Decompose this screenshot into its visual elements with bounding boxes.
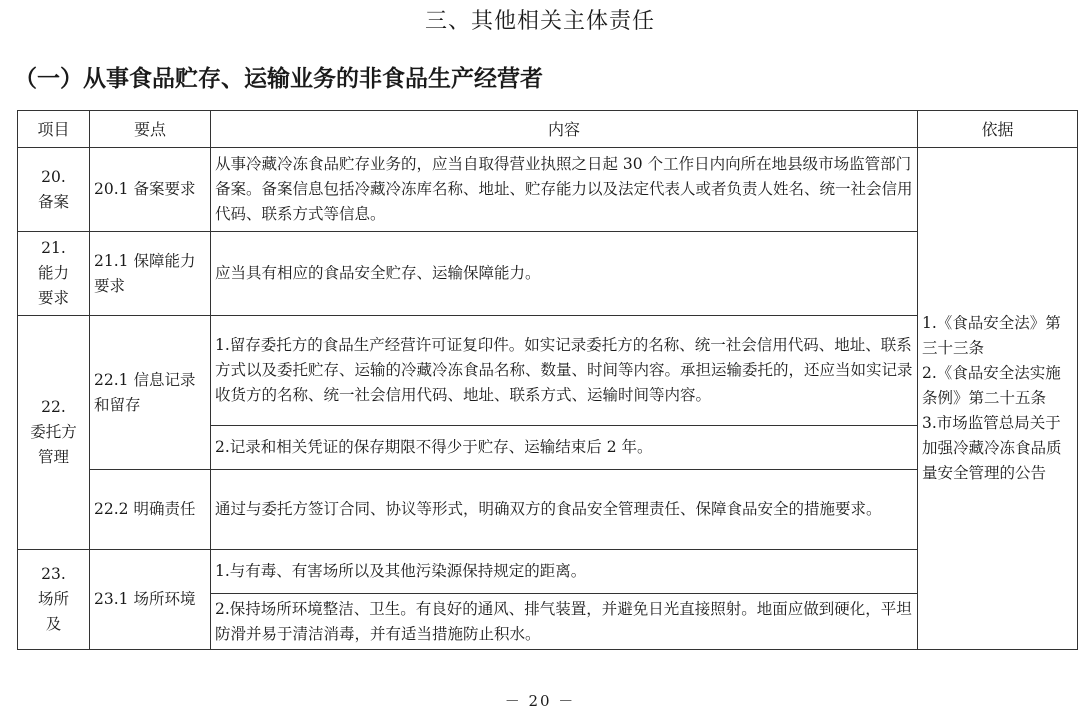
point-20-1: 20.1 备案要求 — [90, 148, 211, 232]
header-point: 要点 — [90, 111, 211, 148]
header-content: 内容 — [211, 111, 918, 148]
point-21-1: 21.1 保障能力要求 — [90, 232, 211, 316]
content-21-1: 应当具有相应的食品安全贮存、运输保障能力。 — [211, 232, 918, 316]
item-21: 21. 能力 要求 — [18, 232, 90, 316]
item-20: 20. 备案 — [18, 148, 90, 232]
content-22-2: 通过与委托方签订合同、协议等形式，明确双方的食品安全管理责任、保障食品安全的措施要求。 — [211, 470, 918, 550]
content-22-1b: 2.记录和相关凭证的保存期限不得少于贮存、运输结束后 2 年。 — [211, 426, 918, 470]
basis-line-1: 1.《食品安全法》第三十三条 — [922, 314, 1061, 357]
content-20-1: 从事冷藏冷冻食品贮存业务的，应当自取得营业执照之日起 30 个工作日内向所在地县级市场监管部门备案。备案信息包括冷藏冷冻库名称、地址、贮存能力以及法定代表人或者负责人姓名、统一社会信用代码、联系方式等信息。 — [211, 148, 918, 232]
content-23-1b: 2.保持场所环境整洁、卫生。有良好的通风、排气装置，并避免日光直接照射。地面应做到硬化，平坦防滑并易于清洁消毒，并有适当措施防止积水。 — [211, 594, 918, 650]
basis-line-2: 2.《食品安全法实施条例》第二十五条 — [922, 364, 1061, 407]
content-22-1a: 1.留存委托方的食品生产经营许可证复印件。如实记录委托方的名称、统一社会信用代码、地址、联系方式以及委托贮存、运输的冷藏冷冻食品名称、数量、时间等内容。承担运输委托的，还应当如实记录收货方的名称、统一社会信用代码、地址、联系方式、运输时间等内容。 — [211, 316, 918, 426]
responsibility-table — [17, 110, 1078, 650]
subsection-title: （一）从事食品贮存、运输业务的非食品生产经营者 — [14, 66, 543, 92]
table-row — [18, 148, 1078, 232]
basis-cell — [918, 148, 1078, 650]
header-basis: 依据 — [918, 111, 1078, 148]
point-23-1: 23.1 场所环境 — [90, 550, 211, 650]
point-22-2: 22.2 明确责任 — [90, 470, 211, 550]
content-23-1a: 1.与有毒、有害场所以及其他污染源保持规定的距离。 — [211, 550, 918, 594]
page-number: － 20 － — [504, 692, 576, 710]
table-header-row — [18, 111, 1078, 148]
item-22: 22. 委托方 管理 — [18, 316, 90, 550]
point-22-1: 22.1 信息记录和留存 — [90, 316, 211, 470]
basis-line-3: 3.市场监管总局关于加强冷藏冷冻食品质量安全管理的公告 — [922, 414, 1062, 482]
header-item: 项目 — [18, 111, 90, 148]
section-title: 三、其他相关主体责任 — [424, 9, 655, 34]
item-23: 23. 场所 及 — [18, 550, 90, 650]
